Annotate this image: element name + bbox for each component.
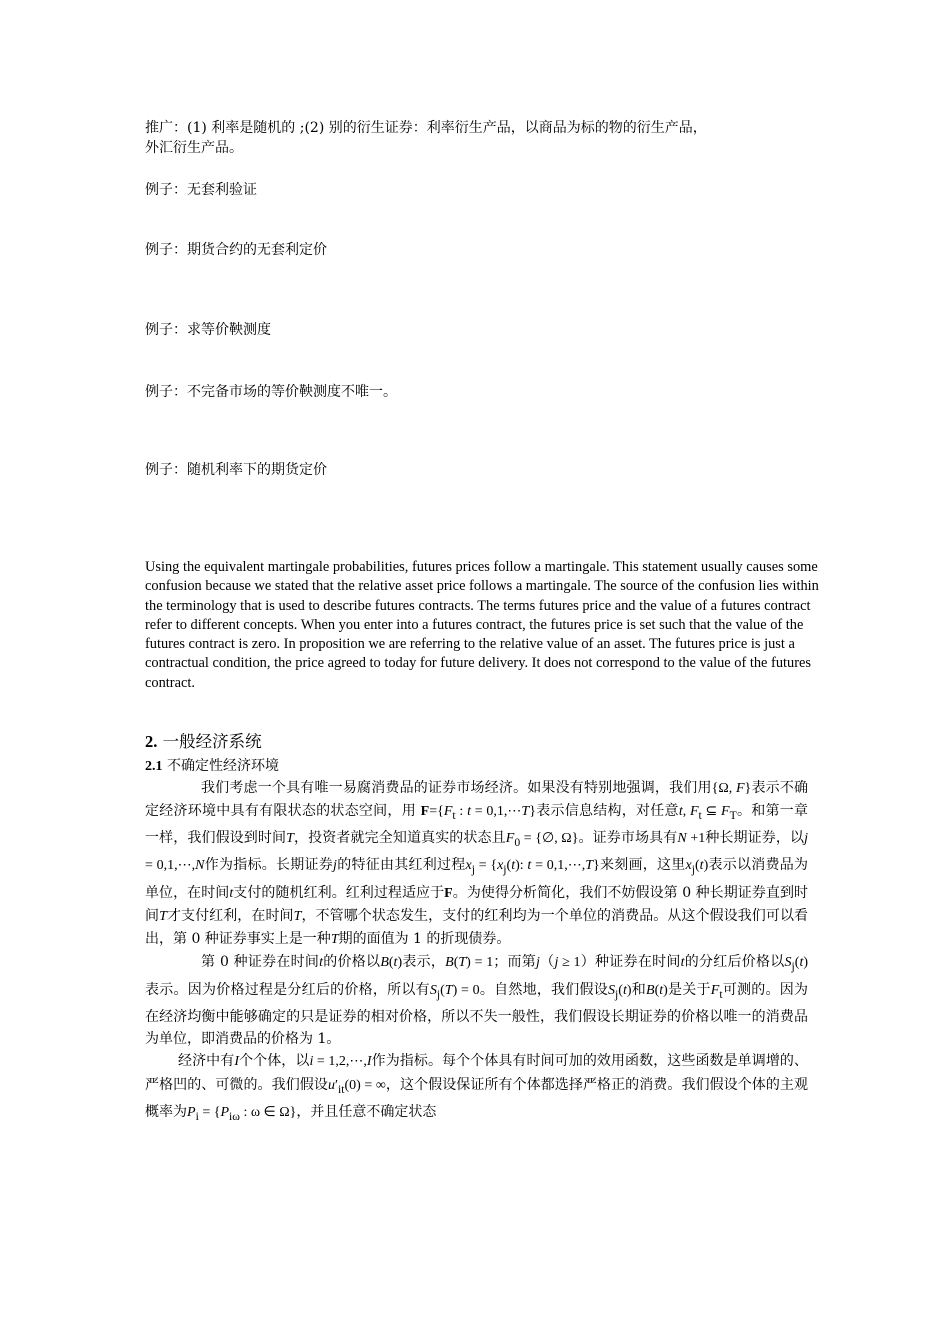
subsection-heading xyxy=(145,756,279,777)
example-futures-pricing: 例子：期货合约的无套利定价 xyxy=(145,242,327,258)
paragraph-uncertainty: 我们考虑一个具有唯一易腐消费品的证券市场经济。如果没有特别地强调，我们用{Ω, F}表示不确定经济环境中具有有限状态的状态空间，用 $F=\{F_t$ : t = 0,1,⋯T}表示信息结构，对任意t, $F_t$ ⊆ $F_T$。和第一章一样，我们假设到时间T，投资者就完全知道真实的状态且$F_0$ = {∅, Ω}。证券市场具有N +1种长期证券，以j = 0,1,⋯,N作为指标。长期证券j的特征由其红利过程$x_j = \{x_j(t)$: t = 0,1,⋯,T}来刻画，这里$x_j(t)$表示以消费品为单位，在时间t支付的随机红利。红利过程适应于F。为使得分析简化，我们不妨假设第 0 种长期证券直到时间T才支付红利，在时间T，不管哪个状态发生，支付的红利均为一个单位的消费品。从这个假设我们可以看出，第 0 种证券事实上是一种T期的面值为 1 的折现债券。 xyxy=(145,780,809,948)
intro-line-1: 推广：(1) 利率是随机的 ;(2) 别的衍生证券：利率衍生产品，以商品为标的物的衍生产品， xyxy=(145,120,707,136)
section-title: 一般经济系统 xyxy=(162,732,262,751)
english-paragraph: Using the equivalent martingale probabilities, futures prices follow a martingale. This statement usually causes some confusion because we stated that the relative asset price follows a martingale. The source of the confusion lies within the terminology that is used to describe futures contracts. The terms futures price and the value of a futures contract refer to different concepts. When you enter into a futures contract, the futures price is set such that the value of the futures contract is zero. In proposition we are referring to the relative value of an asset. The futures price is just a contractual condition, the price agreed to today for future delivery. It does not correspond to the value of the futures contract. xyxy=(145,559,819,691)
example-martingale-measure: 例子：求等价鞅测度 xyxy=(145,322,271,338)
subsection-title: 不确定性经济环境 xyxy=(166,758,279,774)
example-no-arbitrage: 例子：无套利验证 xyxy=(145,182,257,198)
subsection-number: 2.1 xyxy=(145,759,163,774)
paragraph-agents: 经济中有I个个体，以i = 1,2,⋯,I作为指标。每个个体具有时间可加的效用函数，这些函数是单调增的、严格凹的、可微的。我们假设$u'_{it}(0)$ = ∞，这个假设保证所有个体都选择严格正的消费。我们假设个体的主观概率为$P_i = \{P_{i\omega}$ : ω ∈ Ω}，并且任意不确定状态 xyxy=(145,1053,809,1123)
body-paragraphs xyxy=(145,777,808,1128)
paragraph-prices: 第 0 种证券在时间t的价格以B(t)表示，B(T) = 1；而第j（j ≥ 1）种证券在时间t的分红后价格以$S_j(t)$表示。因为价格过程是分红后的价格，所以有$S_j(T) = 0$。自然地，我们假设$S_j(t)$和B(t)是关于$F_t$可测的。因为在经济均衡中能够确定的只是证券的相对价格，所以不失一般性，我们假设长期证券的价格以唯一的消费品为单位，即消费品的价格为 1。 xyxy=(145,954,809,1047)
example-random-rate-futures: 例子：随机利率下的期货定价 xyxy=(145,462,327,478)
section-heading: 2. 一般经济系统 xyxy=(145,732,262,751)
intro-line-2: 外汇衍生产品。 xyxy=(145,140,243,156)
section-number: 2 xyxy=(145,732,154,751)
example-incomplete-market: 例子：不完备市场的等价鞅测度不唯一。 xyxy=(145,384,397,400)
